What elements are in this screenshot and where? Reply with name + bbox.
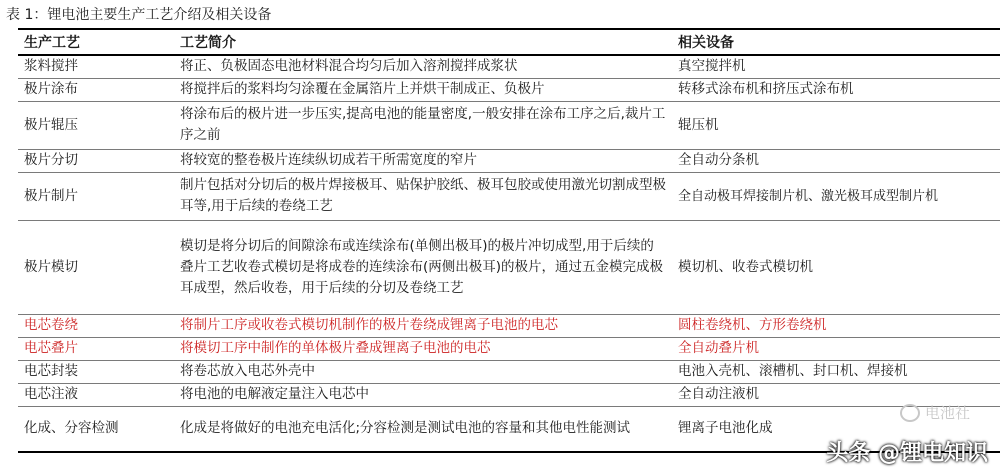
process-cell: 浆料搅拌 [18,55,174,78]
equipment-cell: 全自动极耳焊接制片机、激光极耳成型制片机 [672,172,1000,220]
watermark [826,436,988,467]
table-header-row [18,29,1000,55]
equipment-cell: 辊压机 [672,101,1000,149]
process-cell: 极片辊压 [18,101,174,149]
desc-cell: 化成是将做好的电池充电活化;分容检测是测试电池的容量和其他电性能测试 [174,406,672,452]
desc-cell: 将涂布后的极片进一步压实,提高电池的能量密度,一般安排在涂布工序之后,裁片工序之前 [174,101,672,149]
watermark-sub [900,402,970,423]
equipment-cell: 锂离子电池化成 [672,406,1000,452]
table-row [18,78,1000,101]
desc-cell: 将搅拌后的浆料均匀涂覆在金属箔片上并烘干制成正、负极片 [174,78,672,101]
process-cell: 电芯注液 [18,383,174,406]
wechat-icon [900,404,920,422]
process-cell: 极片分切 [18,149,174,172]
equipment-cell: 模切机、收卷式模切机 [672,220,1000,314]
table-row [18,101,1000,149]
process-cell: 极片制片 [18,172,174,220]
process-table [18,28,1000,453]
watermark-text: 头条 @锂电知识 [826,441,988,466]
desc-cell: 制片包括对分切后的极片焊接极耳、贴保护胶纸、极耳包胶或使用激光切割成型极耳等,用于后续的卷绕工艺 [174,172,672,220]
desc-cell: 将较宽的整卷极片连续纵切成若干所需宽度的窄片 [174,149,672,172]
table-row [18,383,1000,406]
watermark-sub-text: 电池社 [924,404,970,422]
header-equipment: 相关设备 [672,29,1000,55]
equipment-cell: 全自动分条机 [672,149,1000,172]
equipment-cell: 转移式涂布机和挤压式涂布机 [672,78,1000,101]
desc-cell: 将卷芯放入电芯外壳中 [174,360,672,383]
equipment-cell: 圆柱卷绕机、方形卷绕机 [672,314,1000,337]
table-row [18,360,1000,383]
process-cell: 化成、分容检测 [18,406,174,452]
process-cell: 电芯叠片 [18,337,174,360]
process-cell: 极片模切 [18,220,174,314]
desc-cell: 模切是将分切后的间隙涂布或连续涂布(单侧出极耳)的极片冲切成型,用于后续的叠片工艺收卷式模切是将成卷的连续涂布(两侧出极耳)的极片，通过五金模完成极耳成型，然后收卷，用于后续的分切及卷绕工艺 [174,220,672,314]
equipment-cell: 真空搅拌机 [672,55,1000,78]
header-desc: 工艺简介 [174,29,672,55]
table-row [18,55,1000,78]
process-cell: 极片涂布 [18,78,174,101]
table-row [18,149,1000,172]
equipment-cell: 电池入壳机、滚槽机、封口机、焊接机 [672,360,1000,383]
header-process: 生产工艺 [18,29,174,55]
equipment-cell: 全自动叠片机 [672,337,1000,360]
desc-cell: 将正、负极固态电池材料混合均匀后加入溶剂搅拌成浆状 [174,55,672,78]
table-row [18,337,1000,360]
table-row [18,220,1000,314]
table-caption: 表 1：锂电池主要生产工艺介绍及相关设备 [6,7,272,23]
table-row [18,172,1000,220]
table-row [18,314,1000,337]
process-cell: 电芯卷绕 [18,314,174,337]
desc-cell: 将电池的电解液定量注入电芯中 [174,383,672,406]
desc-cell: 将制片工序或收卷式模切机制作的极片卷绕成锂离子电池的电芯 [174,314,672,337]
desc-cell: 将模切工序中制作的单体极片叠成锂离子电池的电芯 [174,337,672,360]
equipment-cell: 全自动注液机 [672,383,1000,406]
process-cell: 电芯封装 [18,360,174,383]
